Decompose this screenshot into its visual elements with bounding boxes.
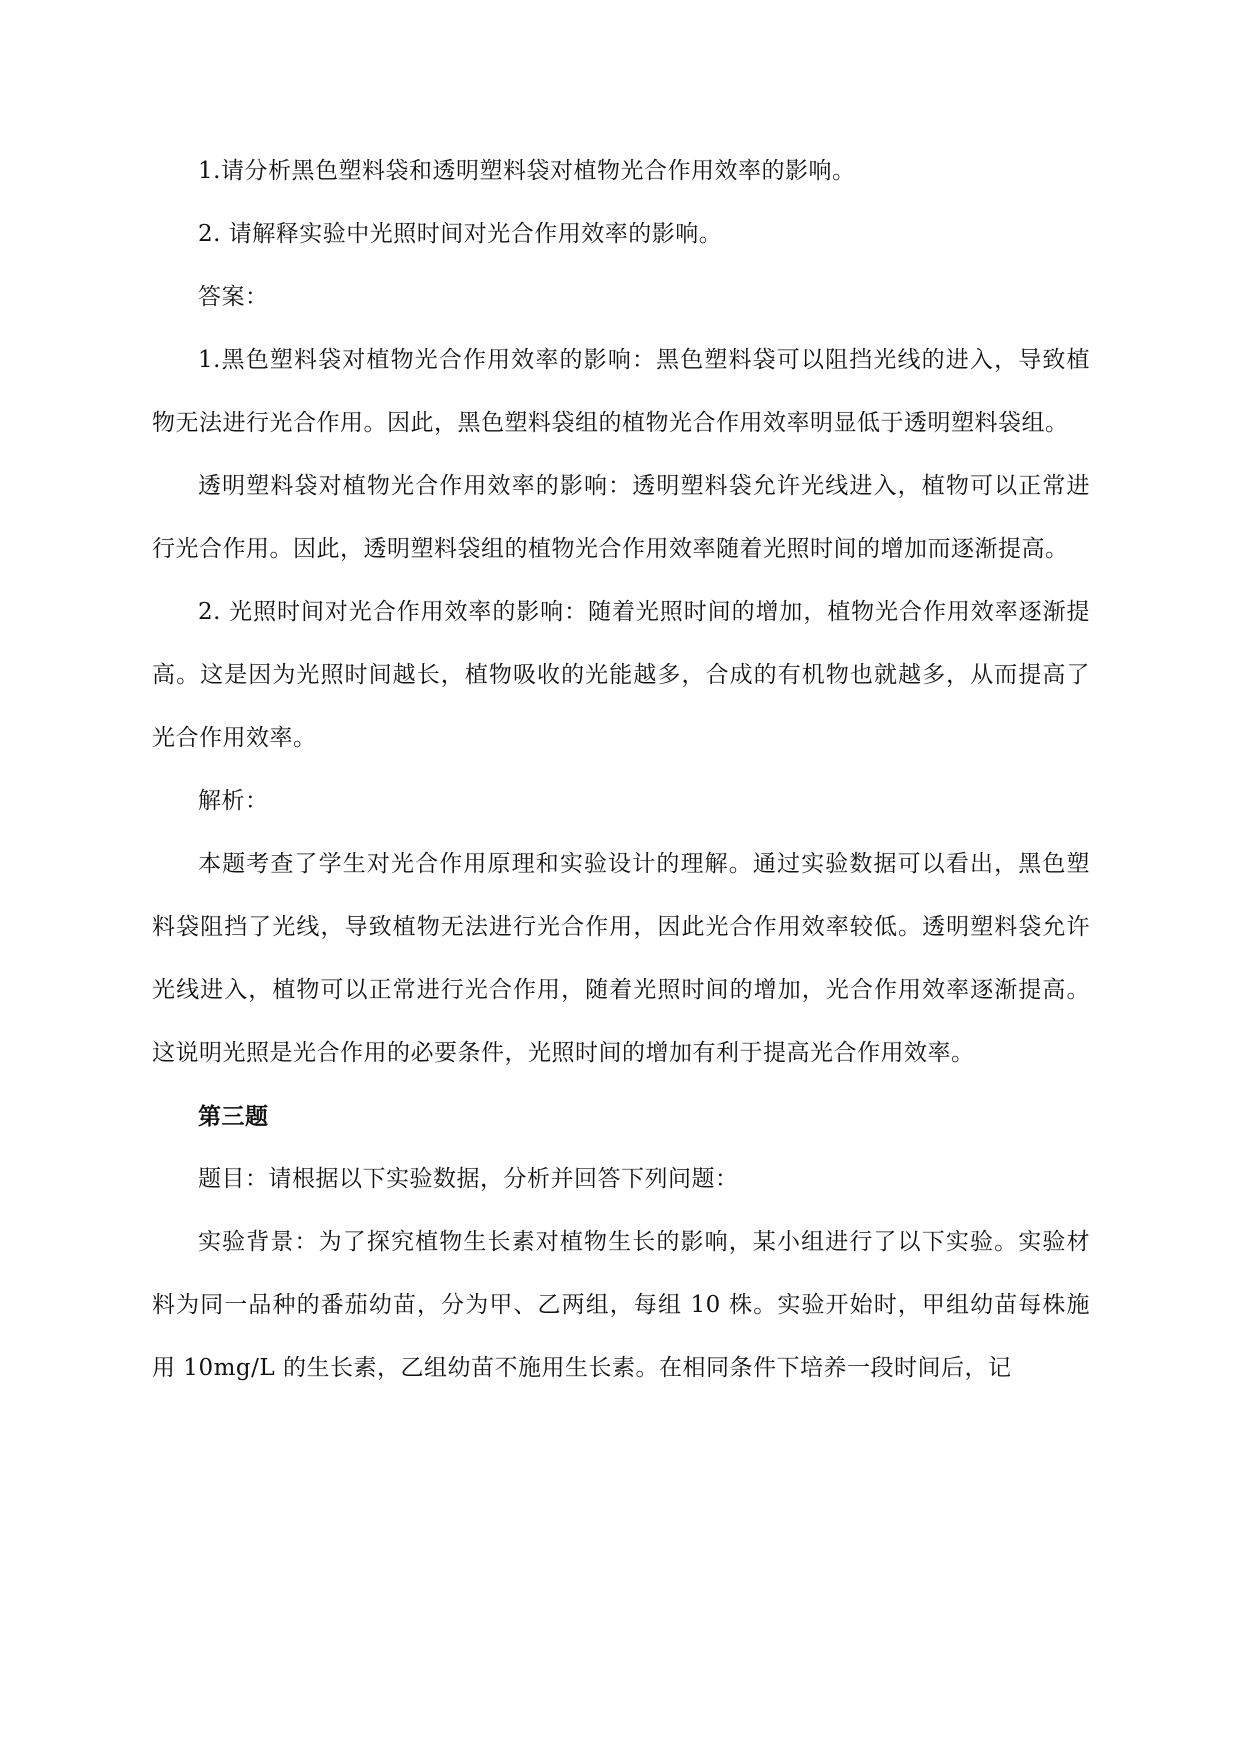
analysis-text: 本题考查了学生对光合作用原理和实验设计的理解。通过实验数据可以看出，黑色塑料袋阻挡了光线，导致植物无法进行光合作用，因此光合作用效率较低。透明塑料袋允许光线进入，植物可以正常进行光合作用，随着光照时间的增加，光合作用效率逐渐提高。这说明光照是光合作用的必要条件，光照时间的增加有利于提高光合作用效率。	[152, 851, 1090, 1066]
question-3-prompt: 题目：请根据以下实验数据，分析并回答下列问题：	[198, 1166, 739, 1192]
experiment-background: 实验背景：为了探究植物生长素对植物生长的影响，某小组进行了以下实验。实验材料为同一品种的番茄幼苗，分为甲、乙两组，每组 10 株。实验开始时，甲组幼苗每株施用 10mg/L 的生长素，乙组幼苗不施用生长素。在相同条件下培养一段时间后，记	[152, 1229, 1090, 1381]
section-heading-question-3: 第三题	[198, 1103, 269, 1130]
analysis-label: 解析：	[198, 788, 269, 814]
question-1: 1.请分析黑色塑料袋和透明塑料袋对植物光合作用效率的影响。	[198, 158, 856, 184]
question-2: 2. 请解释实验中光照时间对光合作用效率的影响。	[198, 221, 723, 247]
answer-label: 答案：	[198, 284, 269, 310]
answer-1-black-bag: 1.黑色塑料袋对植物光合作用效率的影响：黑色塑料袋可以阻挡光线的进入，导致植物无法进行光合作用。因此，黑色塑料袋组的植物光合作用效率明显低于透明塑料袋组。	[152, 347, 1090, 436]
document-page	[152, 0, 1090, 1754]
answer-2-light-time: 2. 光照时间对光合作用效率的影响：随着光照时间的增加，植物光合作用效率逐渐提高。这是因为光照时间越长，植物吸收的光能越多，合成的有机物也就越多，从而提高了光合作用效率。	[152, 599, 1090, 751]
answer-1-clear-bag: 透明塑料袋对植物光合作用效率的影响：透明塑料袋允许光线进入，植物可以正常进行光合作用。因此，透明塑料袋组的植物光合作用效率随着光照时间的增加而逐渐提高。	[152, 473, 1090, 562]
